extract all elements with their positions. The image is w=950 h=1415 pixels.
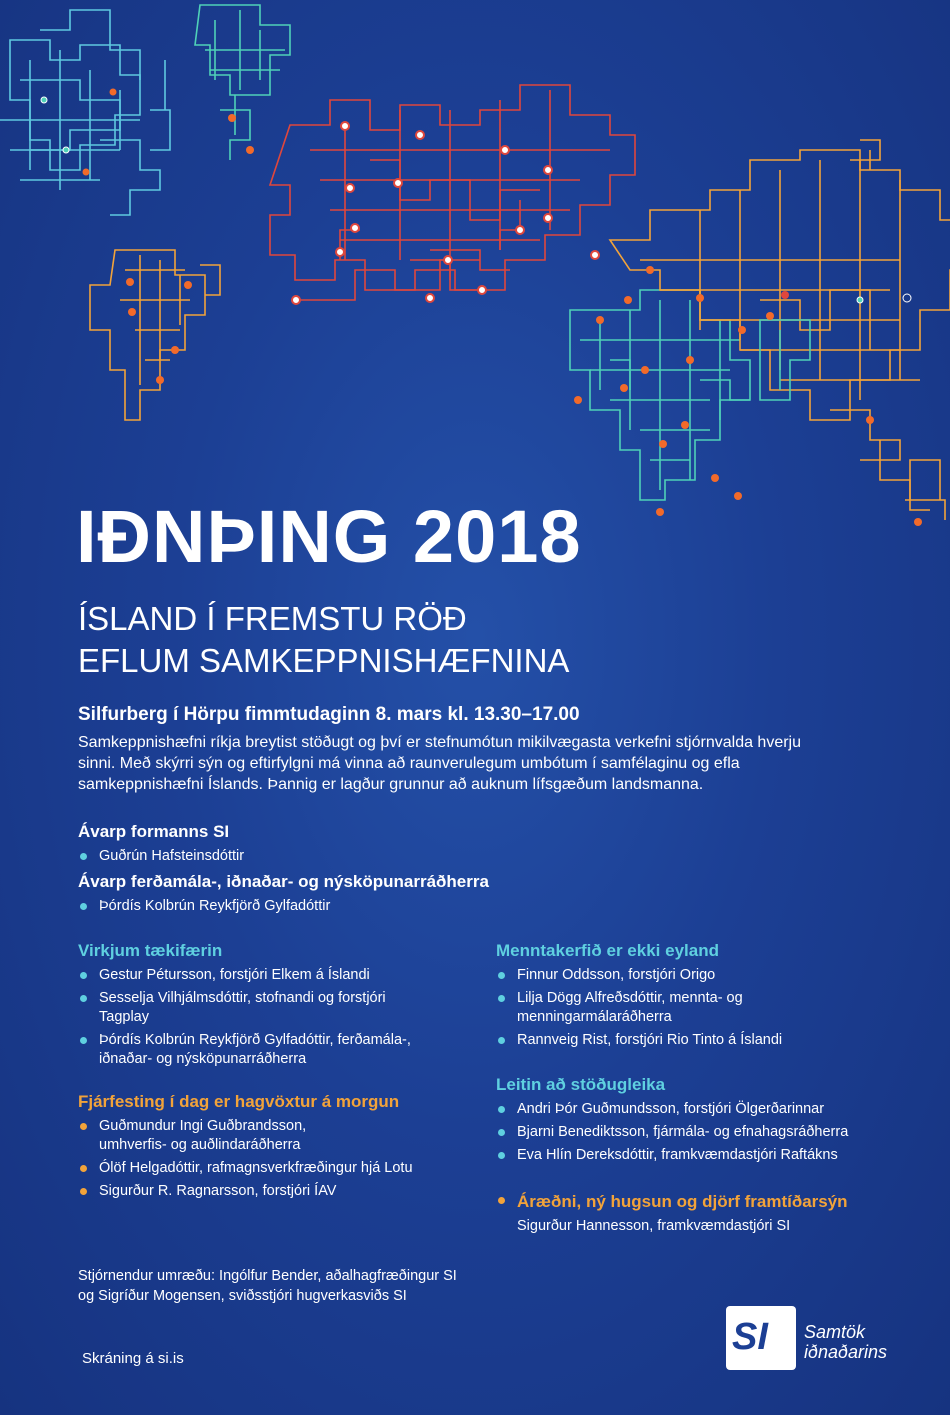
speaker-item: Sigurður R. Ragnarsson, forstjóri ÍAV — [78, 1182, 458, 1201]
section-heading: Ávarp ferðamála-, iðnaðar- og nýsköpunarráðherra — [78, 872, 489, 891]
si-logo-letters: SI — [732, 1316, 768, 1358]
si-logo-line-2: iðnaðarins — [804, 1342, 888, 1362]
speaker-list — [78, 966, 418, 1069]
si-logo-text — [804, 1322, 887, 1362]
speaker-list — [496, 966, 796, 1050]
speaker-list — [78, 1117, 458, 1201]
si-logo-line-1: Samtök — [804, 1322, 866, 1342]
speaker-item: Bjarni Benediktsson, fjármála- og efnahagsráðherra — [496, 1123, 896, 1142]
section-heading: Leitin að stöðugleika — [496, 1075, 666, 1094]
closing-list — [496, 1191, 916, 1213]
event-title: IÐNÞING 2018 — [76, 495, 582, 578]
section-heading: Fjárfesting í dag er hagvöxtur á morgun — [78, 1092, 400, 1111]
minister-address-section — [78, 871, 858, 916]
moderators-note — [78, 1266, 457, 1306]
moderators-line-1: Stjórnendur umræðu: Ingólfur Bender, aðalhagfræðingur SI — [78, 1268, 457, 1284]
map-nodes — [41, 89, 922, 527]
speaker-item: Finnur Oddsson, forstjóri Origo — [496, 966, 796, 985]
europe-circuit — [270, 85, 635, 300]
speaker-item: Guðrún Hafsteinsdóttir — [78, 847, 858, 866]
speaker-item: Andri Þór Guðmundsson, forstjóri Ölgerðarinnar — [496, 1100, 896, 1119]
closing-section — [496, 1191, 916, 1236]
speaker-list — [78, 847, 858, 866]
investment-section — [78, 1091, 458, 1201]
section-heading: Menntakerfið er ekki eyland — [496, 941, 719, 960]
circuit-world-map — [0, 0, 950, 560]
intro-paragraph: Samkeppnishæfni ríkja breytist stöðugt og því er stefnumótun mikilvægasta verkefni stjórnvalda hverju sinni. Með skýrri sýn og eftirfylgni má vinna að raunverulegum umbótum í samfélaginu og efla samkeppnishæfni Íslands. Þannig er lagður grunnur að auknum lífsgæðum landsmanna. — [78, 734, 802, 793]
opportunities-section — [78, 940, 418, 1069]
north-america-circuit — [0, 10, 170, 215]
section-heading: Ávarp formanns SI — [78, 822, 230, 841]
si-logo-mark — [726, 1306, 796, 1370]
event-subtitle — [78, 598, 569, 682]
closing-heading: Áræðni, ný hugsun og djörf framtíðarsýn — [496, 1191, 916, 1213]
section-heading: Virkjum tækifærin — [78, 941, 223, 960]
stability-section — [496, 1074, 896, 1165]
speaker-item: Rannveig Rist, forstjóri Rio Tinto á Íslandi — [496, 1031, 796, 1050]
speaker-item: Guðmundur Ingi Guðbrandsson, umhverfis- og auðlindaráðherra — [78, 1117, 354, 1155]
opening-address-section — [78, 821, 858, 866]
speaker-item: Sesselja Vilhjálmsdóttir, stofnandi og forstjóri Tagplay — [78, 989, 418, 1027]
moderators-line-2: og Sigríður Mogensen, sviðsstjóri hugverkasviðs SI — [78, 1288, 407, 1304]
subtitle-line-1: ÍSLAND Í FREMSTU RÖÐ — [78, 600, 467, 637]
event-date-venue: Silfurberg í Hörpu fimmtudaginn 8. mars kl. 13.30–17.00 — [78, 704, 580, 725]
closing-speaker: Sigurður Hannesson, framkvæmdastjóri SI — [517, 1218, 791, 1234]
south-america-circuit — [90, 250, 220, 420]
middle-east-circuit — [760, 320, 810, 400]
speaker-item: Ólöf Helgadóttir, rafmagnsverkfræðingur hjá Lotu — [78, 1159, 458, 1178]
education-section — [496, 940, 796, 1050]
subtitle-line-2: EFLUM SAMKEPPNISHÆFNINA — [78, 642, 570, 679]
si-logo — [726, 1306, 916, 1370]
speaker-item: Lilja Dögg Alfreðsdóttir, mennta- og menningarmálaráðherra — [496, 989, 757, 1027]
greenland-circuit — [195, 5, 290, 160]
speaker-item: Eva Hlín Dereksdóttir, framkvæmdastjóri Raftákns — [496, 1146, 896, 1165]
speaker-list — [78, 897, 858, 916]
speaker-item: Gestur Pétursson, forstjóri Elkem á Íslandi — [78, 966, 418, 985]
speaker-item: Þórdís Kolbrún Reykfjörð Gylfadóttir, ferðamála-, iðnaðar- og nýsköpunarráðherra — [78, 1031, 418, 1069]
speaker-item: Þórdís Kolbrún Reykfjörð Gylfadóttir — [78, 897, 858, 916]
registration-link[interactable]: Skráning á si.is — [82, 1350, 184, 1367]
speaker-list — [496, 1100, 896, 1165]
